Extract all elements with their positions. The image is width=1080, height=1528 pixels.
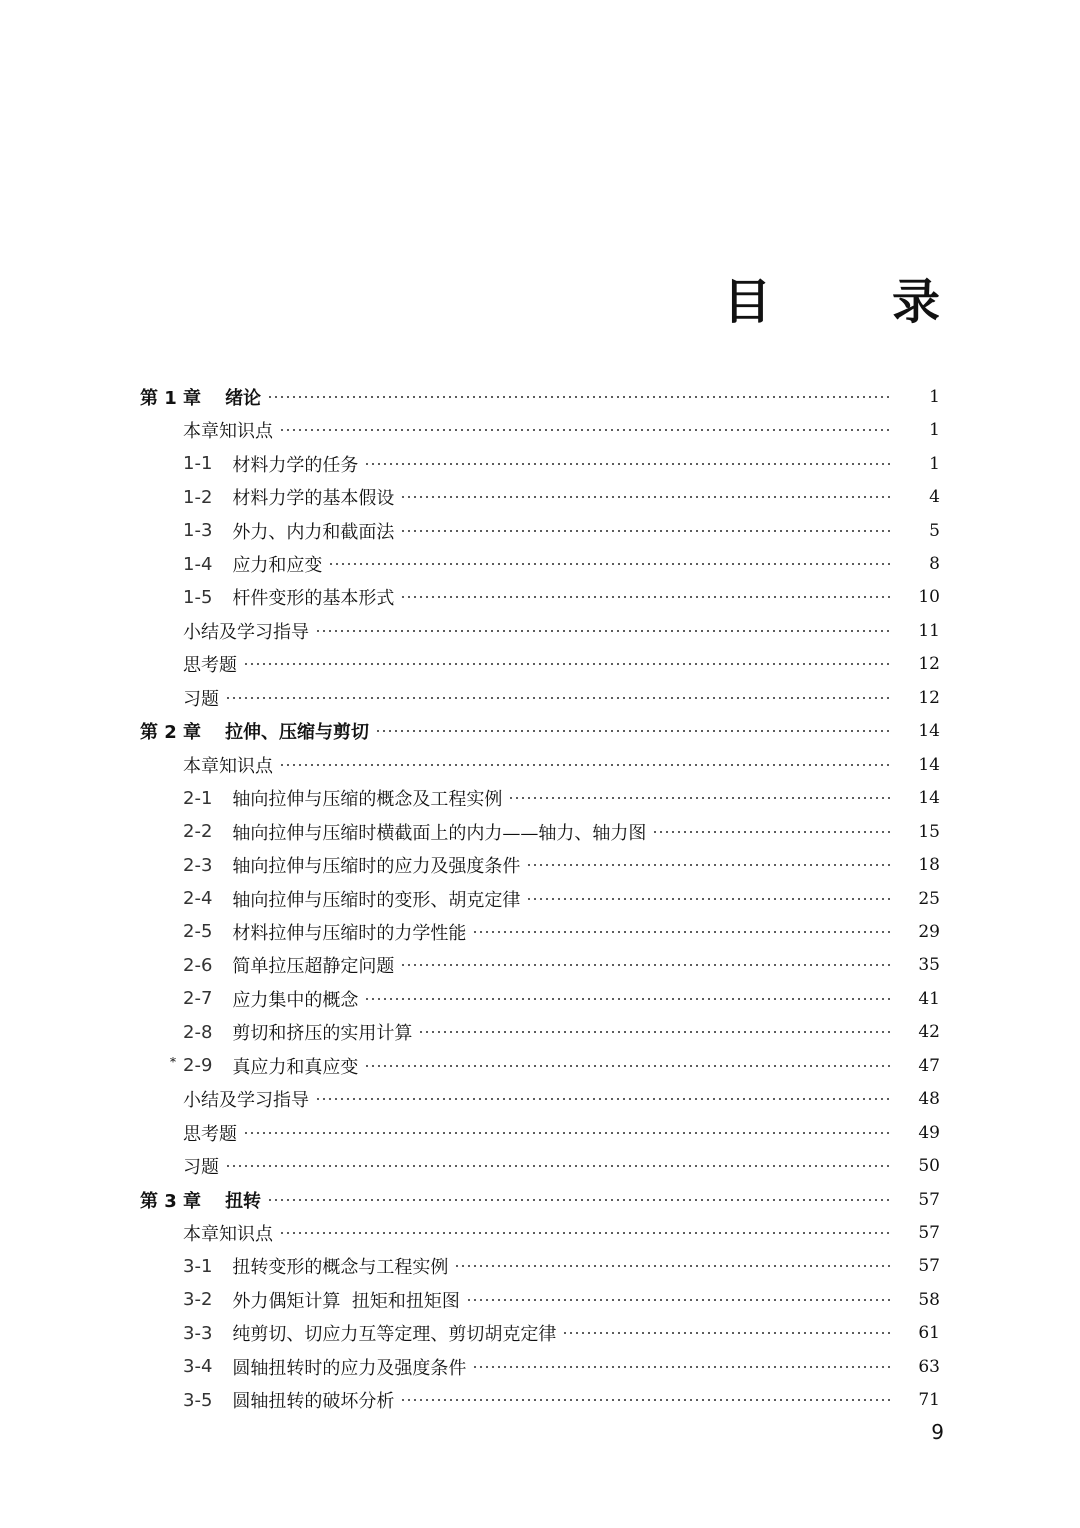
section-title: 圆轴扭转的破坏分析 <box>232 1391 395 1413</box>
dot-leader <box>400 530 890 532</box>
page-ref: 5 <box>929 520 940 541</box>
dot-leader <box>472 931 890 933</box>
dot-leader <box>652 831 890 833</box>
page-ref: 29 <box>918 921 940 942</box>
toc-entry-row[interactable] <box>0 413 1080 447</box>
page-ref: 1 <box>929 386 940 407</box>
toc-entry-row[interactable] <box>0 982 1080 1016</box>
dot-leader <box>466 1299 890 1301</box>
toc-entry-row[interactable] <box>0 480 1080 514</box>
page-ref: 50 <box>918 1156 940 1177</box>
dot-leader <box>400 496 890 498</box>
section-number: 2-2 <box>183 821 213 843</box>
toc-entry-row[interactable] <box>0 447 1080 481</box>
section-number: 2-3 <box>183 854 213 876</box>
toc-label <box>183 1153 219 1179</box>
section-number: 3-2 <box>183 1289 213 1311</box>
section-title: 轴向拉伸与压缩的概念及工程实例 <box>232 789 503 811</box>
toc-entry-row[interactable] <box>0 1082 1080 1116</box>
section-title: 圆轴扭转时的应力及强度条件 <box>232 1357 467 1379</box>
dot-leader <box>364 463 890 465</box>
page-ref: 47 <box>918 1055 940 1076</box>
toc-label <box>183 1220 273 1246</box>
page-ref: 14 <box>918 721 940 742</box>
toc-entry-row[interactable] <box>0 514 1080 548</box>
section-number: 3-4 <box>183 1356 213 1378</box>
toc-label <box>183 1120 237 1146</box>
toc-label <box>183 1053 358 1079</box>
section-title: 外力偶矩计算 扭矩和扭矩图 <box>232 1290 460 1312</box>
dot-leader <box>279 764 890 766</box>
section-number: 3-1 <box>183 1255 213 1277</box>
page-ref: 61 <box>918 1323 940 1344</box>
section-number: 1-2 <box>183 486 213 508</box>
toc-entry-row[interactable] <box>0 1116 1080 1150</box>
dot-leader <box>364 998 890 1000</box>
toc-entry-row[interactable] <box>0 1016 1080 1050</box>
toc-entry-row[interactable] <box>0 848 1080 882</box>
toc-entry-row[interactable] <box>0 1283 1080 1317</box>
page-ref: 42 <box>918 1022 940 1043</box>
toc-entry-row[interactable] <box>0 882 1080 916</box>
section-title: 材料力学的基本假设 <box>232 488 395 510</box>
toc-entry-row[interactable] <box>0 648 1080 682</box>
section-title: 简单拉压超静定问题 <box>232 956 395 978</box>
page-ref: 18 <box>918 855 940 876</box>
toc-entry-row[interactable] <box>0 1149 1080 1183</box>
dot-leader <box>267 1199 890 1201</box>
dot-leader <box>400 1399 890 1401</box>
toc-entry-row[interactable] <box>0 1317 1080 1351</box>
toc-label <box>140 1187 261 1213</box>
dot-leader <box>508 797 890 799</box>
section-number: 1-5 <box>183 586 213 608</box>
toc-entry-row[interactable] <box>0 915 1080 949</box>
toc-label <box>183 584 394 610</box>
section-title: 轴向拉伸与压缩时的应力及强度条件 <box>232 856 521 878</box>
section-number: 2-1 <box>183 787 213 809</box>
optional-marker: * <box>170 1055 176 1069</box>
dot-leader <box>526 898 890 900</box>
toc-label <box>183 852 520 878</box>
section-title: 应力集中的概念 <box>232 989 359 1011</box>
dot-leader <box>315 630 890 632</box>
toc-label <box>183 1086 309 1112</box>
page-ref: 1 <box>929 453 940 474</box>
section-title: 外力、内力和截面法 <box>232 521 395 543</box>
page-ref: 63 <box>918 1356 940 1377</box>
toc-label <box>183 1287 460 1313</box>
toc-label <box>183 518 394 544</box>
toc-label <box>183 685 219 711</box>
section-number: 2-9 <box>183 1055 213 1077</box>
dot-leader <box>279 429 890 431</box>
dot-leader <box>400 964 890 966</box>
page-ref: 57 <box>918 1223 940 1243</box>
toc-entry-row[interactable] <box>0 1049 1080 1083</box>
dot-leader <box>418 1031 890 1033</box>
toc-entry-row[interactable] <box>0 547 1080 581</box>
dot-leader <box>526 864 890 866</box>
toc-label <box>183 785 502 811</box>
page-ref: 14 <box>918 788 940 809</box>
toc-entry-row[interactable] <box>0 815 1080 849</box>
toc-label <box>183 551 322 577</box>
section-number: 2-8 <box>183 1021 213 1043</box>
page-ref: 48 <box>918 1089 940 1110</box>
toc-label <box>183 886 520 912</box>
section-number: 第 2 章 <box>140 722 202 744</box>
dot-leader <box>400 596 890 598</box>
section-title: 习题 <box>183 1157 219 1179</box>
section-number: 3-5 <box>183 1389 213 1411</box>
toc-label <box>183 1019 412 1045</box>
toc-label <box>183 986 358 1012</box>
page-ref: 1 <box>929 420 940 441</box>
section-title: 小结及学习指导 <box>183 1090 309 1112</box>
toc-label <box>183 451 358 477</box>
section-title: 思考题 <box>183 655 237 677</box>
dot-leader <box>328 563 890 565</box>
page-ref: 14 <box>918 754 940 775</box>
toc-chapter-row[interactable] <box>0 1183 1080 1217</box>
section-title: 真应力和真应变 <box>232 1056 359 1078</box>
section-title: 本章知识点 <box>183 755 273 777</box>
dot-leader <box>267 396 890 398</box>
toc-label <box>183 484 394 510</box>
dot-leader <box>279 1232 890 1234</box>
toc-entry-row[interactable] <box>0 1350 1080 1384</box>
toc-label <box>183 752 273 778</box>
page-ref: 57 <box>918 1189 940 1210</box>
section-title: 轴向拉伸与压缩时横截面上的内力——轴力、轴力图 <box>232 822 647 844</box>
page-ref: 8 <box>929 554 940 574</box>
page-ref: 71 <box>918 1390 940 1411</box>
toc-entry-row[interactable] <box>0 581 1080 615</box>
section-title: 应力和应变 <box>232 555 323 576</box>
dot-leader <box>315 1098 890 1100</box>
page-ref: 12 <box>918 687 940 708</box>
dot-leader <box>562 1332 890 1334</box>
section-number: 2-6 <box>183 954 213 976</box>
toc-entry-row[interactable] <box>0 681 1080 715</box>
toc-label <box>183 1320 556 1346</box>
section-title: 小结及学习指导 <box>183 621 309 643</box>
toc-label <box>140 384 261 410</box>
page-ref: 15 <box>918 821 940 842</box>
dot-leader <box>375 730 890 732</box>
section-title: 材料力学的任务 <box>232 454 359 476</box>
dot-leader <box>364 1065 890 1067</box>
section-title: 本章知识点 <box>183 1224 273 1245</box>
section-title: 剪切和挤压的实用计算 <box>232 1023 413 1045</box>
toc-entry-row[interactable] <box>0 949 1080 983</box>
section-number: 2-4 <box>183 888 213 909</box>
dot-leader <box>454 1265 890 1267</box>
page-title: 目 录 <box>723 274 992 330</box>
page-ref: 12 <box>918 654 940 675</box>
section-number: 第 1 章 <box>140 387 202 409</box>
toc-label <box>183 1253 448 1279</box>
dot-leader <box>243 663 890 665</box>
section-title: 本章知识点 <box>183 421 273 443</box>
page-ref: 11 <box>918 620 940 641</box>
page-ref: 10 <box>918 587 940 608</box>
section-number: 2-7 <box>183 988 213 1010</box>
section-title: 扭转 <box>225 1190 262 1212</box>
page-ref: 49 <box>918 1122 940 1143</box>
section-title: 杆件变形的基本形式 <box>232 588 395 610</box>
toc-chapter-row[interactable] <box>0 380 1080 414</box>
toc-label <box>183 651 237 677</box>
toc-label <box>140 718 369 744</box>
toc-label <box>183 1387 394 1413</box>
section-title: 材料拉伸与压缩时的力学性能 <box>232 922 467 944</box>
toc-label <box>183 417 273 443</box>
toc-entry-row[interactable] <box>0 748 1080 782</box>
toc-entry-row[interactable] <box>0 1216 1080 1250</box>
dot-leader <box>243 1132 890 1134</box>
section-number: 2-5 <box>183 921 213 943</box>
toc-entry-row[interactable] <box>0 1250 1080 1284</box>
toc-label <box>183 952 394 978</box>
toc-label <box>183 618 309 644</box>
section-title: 绪论 <box>225 387 262 409</box>
page-ref: 58 <box>918 1289 940 1310</box>
toc-label <box>183 819 646 845</box>
page-ref: 35 <box>918 955 940 976</box>
toc-entry-row[interactable] <box>0 614 1080 648</box>
toc-chapter-row[interactable] <box>0 715 1080 749</box>
page-ref: 4 <box>929 487 940 508</box>
section-number: 3-3 <box>183 1322 213 1344</box>
section-title: 扭转变形的概念与工程实例 <box>232 1257 449 1279</box>
toc-entry-row[interactable] <box>0 1384 1080 1418</box>
section-number: 1-3 <box>183 520 213 542</box>
toc-entry-row[interactable] <box>0 781 1080 815</box>
toc-label <box>183 1354 466 1380</box>
dot-leader <box>472 1366 890 1368</box>
toc-label <box>183 919 466 945</box>
section-title: 轴向拉伸与压缩时的变形、胡克定律 <box>232 889 521 911</box>
page-number: 9 <box>931 1420 944 1444</box>
section-title: 拉伸、压缩与剪切 <box>225 722 370 744</box>
dot-leader <box>225 1165 890 1167</box>
section-number: 第 3 章 <box>140 1190 202 1212</box>
page-ref: 41 <box>918 988 940 1009</box>
section-title: 习题 <box>183 688 219 710</box>
section-title: 思考题 <box>183 1123 237 1145</box>
section-number: 1-4 <box>183 553 213 575</box>
section-title: 纯剪切、切应力互等定理、剪切胡克定律 <box>232 1324 557 1346</box>
dot-leader <box>225 697 890 699</box>
section-number: 1-1 <box>183 453 213 475</box>
page-ref: 25 <box>918 888 940 909</box>
page-ref: 57 <box>918 1256 940 1277</box>
